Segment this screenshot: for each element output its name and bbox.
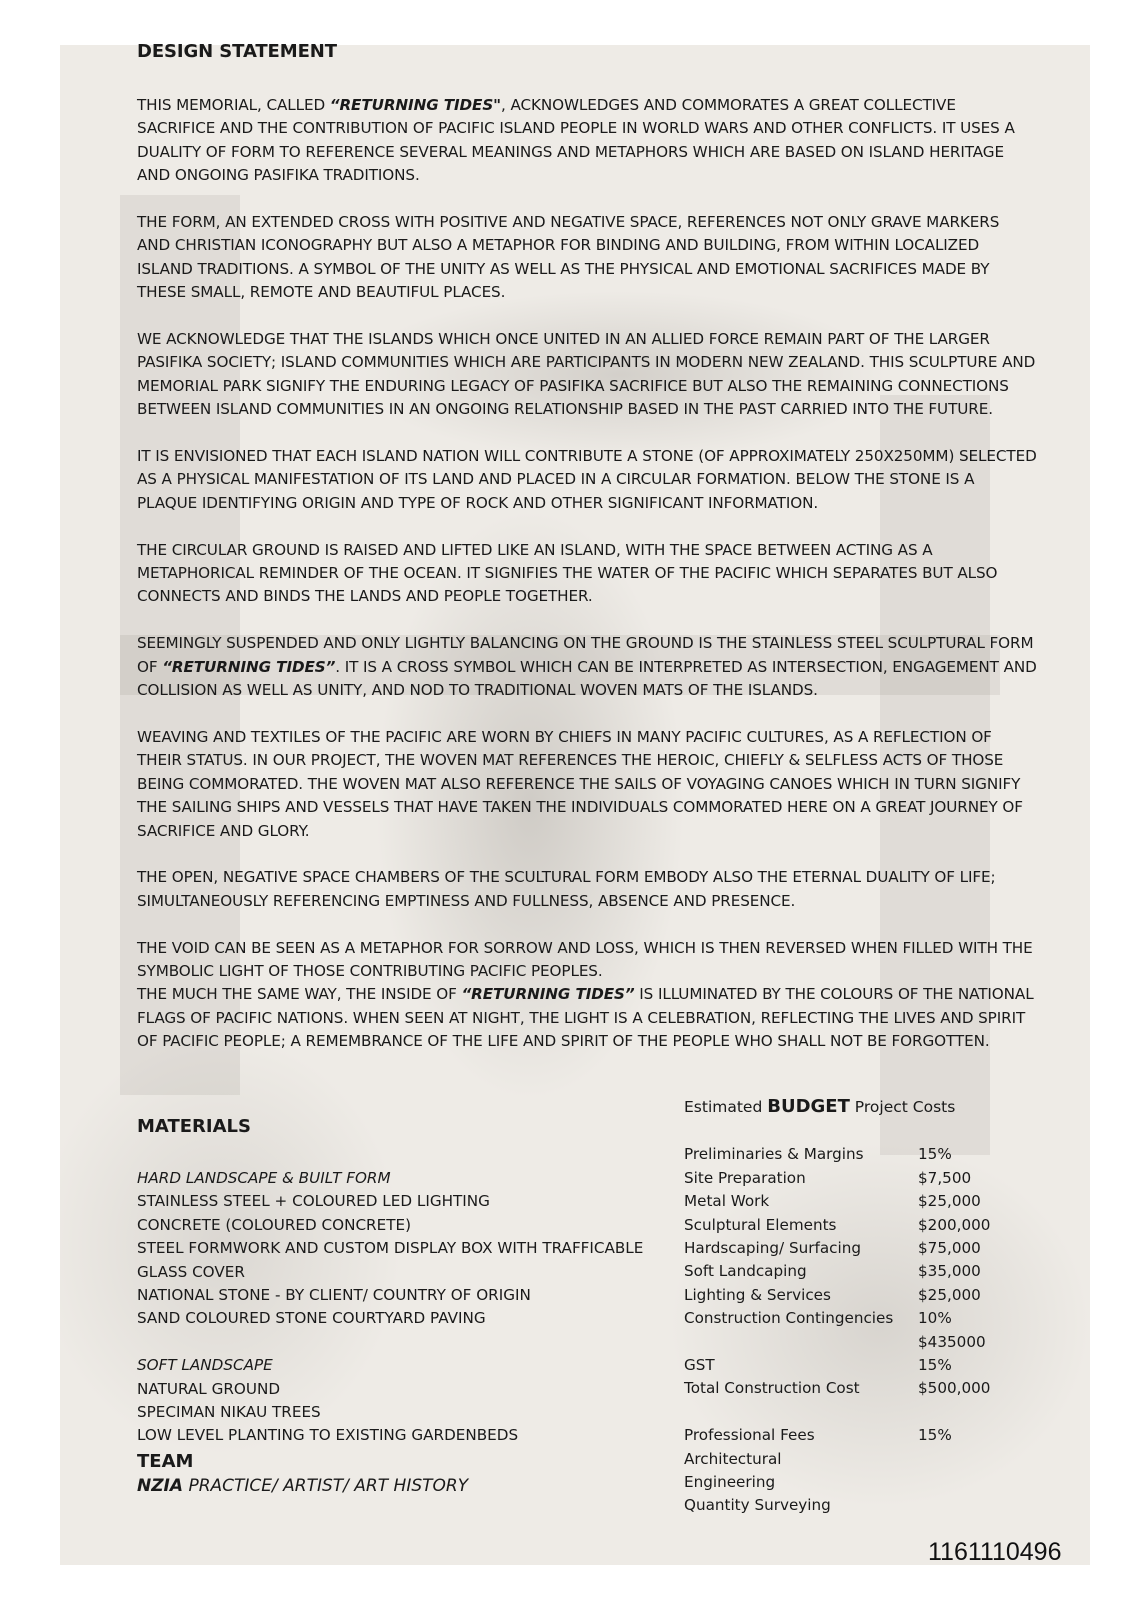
material-item: STEEL FORMWORK AND CUSTOM DISPLAY BOX WITH TRAFFICABLE xyxy=(137,1239,644,1258)
team-members xyxy=(137,1474,697,1498)
budget-total-row: Total Construction Cost $500,000 xyxy=(684,1379,991,1398)
material-item: NATURAL GROUND xyxy=(137,1379,281,1398)
fee-item: Architectural xyxy=(684,1449,782,1468)
budget-row: Sculptural Elements $200,000 xyxy=(684,1215,991,1234)
fee-item: Engineering xyxy=(684,1473,776,1492)
memorial-name: “RETURNING TIDES" xyxy=(329,96,501,114)
team-nzia: NZIA xyxy=(137,1475,184,1496)
budget-row: Hardscaping/ Surfacing $75,000 xyxy=(684,1239,981,1258)
paragraph: WEAVING AND TEXTILES OF THE PACIFIC ARE WORN BY CHIEFS IN MANY PACIFIC CULTURES, AS A REFLECTION OF THEIR STATUS. IN OUR PROJECT, THE WOVEN MAT REFERENCES THE HEROIC, CHIEFLY & SELFLESS ACTS OF THOSE BEING COMMORATED. THE WOVEN MAT ALSO REFERENCE THE SAILS OF VOYAGING CANOES WHICH IN TURN SIGNIFY THE SAILING SHIPS AND VESSELS THAT HAVE TAKEN THE INDIVIDUALS COMMORATED HERE ON A GREAT JOURNEY OF SACRIFICE AND GLORY. xyxy=(137,727,1023,840)
paragraph-text: THIS MEMORIAL, CALLED xyxy=(137,96,330,114)
memorial-name: “RETURNING TIDES” xyxy=(461,985,635,1004)
material-item: CONCRETE (COLOURED CONCRETE) xyxy=(137,1215,411,1234)
paragraph-text: , ACKNOWLEDGES AND COMMORATES A GREAT COLLECTIVE SACRIFICE AND THE CONTRIBUTION OF PACIFIC ISLAND PEOPLE IN WORLD WARS AND OTHER CONFLICTS. IT USES A DUALITY OF FORM TO REFERENCE SEVERAL MEANINGS AND METAPHORS WHICH ARE BASED ON ISLAND HERITAGE AND ONGOING PASIFIKA TRADITIONS. xyxy=(137,96,1015,185)
material-item: NATIONAL STONE - BY CLIENT/ COUNTRY OF ORIGIN xyxy=(137,1286,531,1305)
paragraph: THE FORM, AN EXTENDED CROSS WITH POSITIVE AND NEGATIVE SPACE, REFERENCES NOT ONLY GRAVE MARKERS AND CHRISTIAN ICONOGRAPHY BUT ALSO A METAPHOR FOR BINDING AND BUILDING, FROM WITHIN LOCALIZED ISLAND TRADITIONS. A SYMBOL OF THE UNITY AS WELL AS THE PHYSICAL AND EMOTIONAL SACRIFICES MADE BY THESE SMALL, REMOTE AND BEAUTIFUL PLACES. xyxy=(137,213,1000,302)
material-item: SPECIMAN NIKAU TREES xyxy=(137,1403,321,1422)
paragraph-text: SEEMINGLY SUSPENDED AND ONLY LIGHTLY BALANCING ON THE GROUND IS THE STAINLESS STEEL SCULPTURAL FORM OF xyxy=(137,634,1034,676)
paragraph: THE CIRCULAR GROUND IS RAISED AND LIFTED LIKE AN ISLAND, WITH THE SPACE BETWEEN ACTING AS A METAPHORICAL REMINDER OF THE OCEAN. IT SIGNIFIES THE WATER OF THE PACIFIC WHICH SEPARATES BUT ALSO CONNECTS AND BINDS THE LANDS AND PEOPLE TOGETHER. xyxy=(137,540,998,606)
budget-section xyxy=(684,1095,1044,1518)
budget-row: Soft Landcaping $35,000 xyxy=(684,1262,981,1281)
team-roles: PRACTICE/ ARTIST/ ART HISTORY xyxy=(183,1475,469,1496)
materials-section xyxy=(137,1115,697,1498)
paragraph xyxy=(137,94,1037,188)
design-statement xyxy=(137,40,1037,1077)
material-item: LOW LEVEL PLANTING TO EXISTING GARDENBEDS xyxy=(137,1426,519,1445)
budget-row: Lighting & Services $25,000 xyxy=(684,1285,981,1304)
team-heading: TEAM xyxy=(137,1450,194,1472)
paragraph xyxy=(137,983,1037,1053)
paragraph xyxy=(137,632,1037,702)
budget-row: Site Preparation $7,500 xyxy=(684,1168,972,1187)
reference-number: 1161110496 xyxy=(928,1538,1062,1566)
paragraph: THE OPEN, NEGATIVE SPACE CHAMBERS OF THE SCULTURAL FORM EMBODY ALSO THE ETERNAL DUALITY OF LIFE; SIMULTANEOUSLY REFERENCING EMPTINESS AND FULLNESS, ABSENCE AND PRESENCE. xyxy=(137,868,996,910)
budget-row: GST 15% xyxy=(684,1356,952,1375)
paragraph-text: IS ILLUMINATED BY THE COLOURS OF THE NATIONAL FLAGS OF PACIFIC NATIONS. WHEN SEEN AT NIGHT, THE LIGHT IS A CELEBRATION, REFLECTING THE LIVES AND SPIRIT OF PACIFIC PEOPLE; A REMEMBRANCE OF THE LIFE AND SPIRIT OF THE PEOPLE WHO SHALL NOT BE FORGOTTEN. xyxy=(137,985,1034,1051)
hard-landscape-heading: HARD LANDSCAPE & BUILT FORM xyxy=(137,1169,391,1187)
budget-row: Metal Work $25,000 xyxy=(684,1192,981,1211)
budget-title: Estimated BUDGET Project Costs xyxy=(684,1096,956,1117)
material-item: GLASS COVER xyxy=(137,1262,245,1281)
budget-fees-row: Professional Fees 15% xyxy=(684,1426,952,1445)
budget-subtotal-row: $435000 xyxy=(918,1332,986,1351)
materials-heading: MATERIALS xyxy=(137,1116,251,1137)
paragraph-text: . IT IS A CROSS SYMBOL WHICH CAN BE INTERPRETED AS INTERSECTION, ENGAGEMENT AND COLLISION AS WELL AS UNITY, AND NOD TO TRADITIONAL WOVEN MATS OF THE ISLANDS. xyxy=(137,657,1037,700)
paragraph-text: THE MUCH THE SAME WAY, THE INSIDE OF xyxy=(137,985,462,1004)
paragraph: IT IS ENVISIONED THAT EACH ISLAND NATION WILL CONTRIBUTE A STONE (OF APPROXIMATELY 250X250MM) SELECTED AS A PHYSICAL MANIFESTATION OF ITS LAND AND PLACED IN A CIRCULAR FORMATION. BELOW THE STONE IS A PLAQUE IDENTIFYING ORIGIN AND TYPE OF ROCK AND OTHER SIGNIFICANT INFORMATION. xyxy=(137,447,1037,512)
fee-item: Quantity Surveying xyxy=(684,1496,831,1515)
material-item: STAINLESS STEEL + COLOURED LED LIGHTING xyxy=(137,1192,490,1211)
material-item: SAND COLOURED STONE COURTYARD PAVING xyxy=(137,1309,486,1328)
design-statement-heading: DESIGN STATEMENT xyxy=(137,41,337,62)
paragraph: WE ACKNOWLEDGE THAT THE ISLANDS WHICH ONCE UNITED IN AN ALLIED FORCE REMAIN PART OF THE LARGER PASIFIKA SOCIETY; ISLAND COMMUNITIES WHICH ARE PARTICIPANTS IN MODERN NEW ZEALAND. THIS SCULPTURE AND MEMORIAL PARK SIGNIFY THE ENDURING LEGACY OF PASIFIKA SACRIFICE BUT ALSO THE REMAINING CONNECTIONS BETWEEN ISLAND COMMUNITIES IN AN ONGOING RELATIONSHIP BASED IN THE PAST CARRIED INTO THE FUTURE. xyxy=(137,330,1036,419)
soft-landscape-heading: SOFT LANDSCAPE xyxy=(137,1356,273,1375)
memorial-name: “RETURNING TIDES” xyxy=(162,657,336,676)
budget-row: Construction Contingencies 10% xyxy=(684,1309,952,1328)
budget-row: Preliminaries & Margins 15% xyxy=(684,1145,952,1164)
paragraph: THE VOID CAN BE SEEN AS A METAPHOR FOR SORROW AND LOSS, WHICH IS THEN REVERSED WHEN FILLED WITH THE SYMBOLIC LIGHT OF THOSE CONTRIBUTING PACIFIC PEOPLES. xyxy=(137,938,1033,980)
